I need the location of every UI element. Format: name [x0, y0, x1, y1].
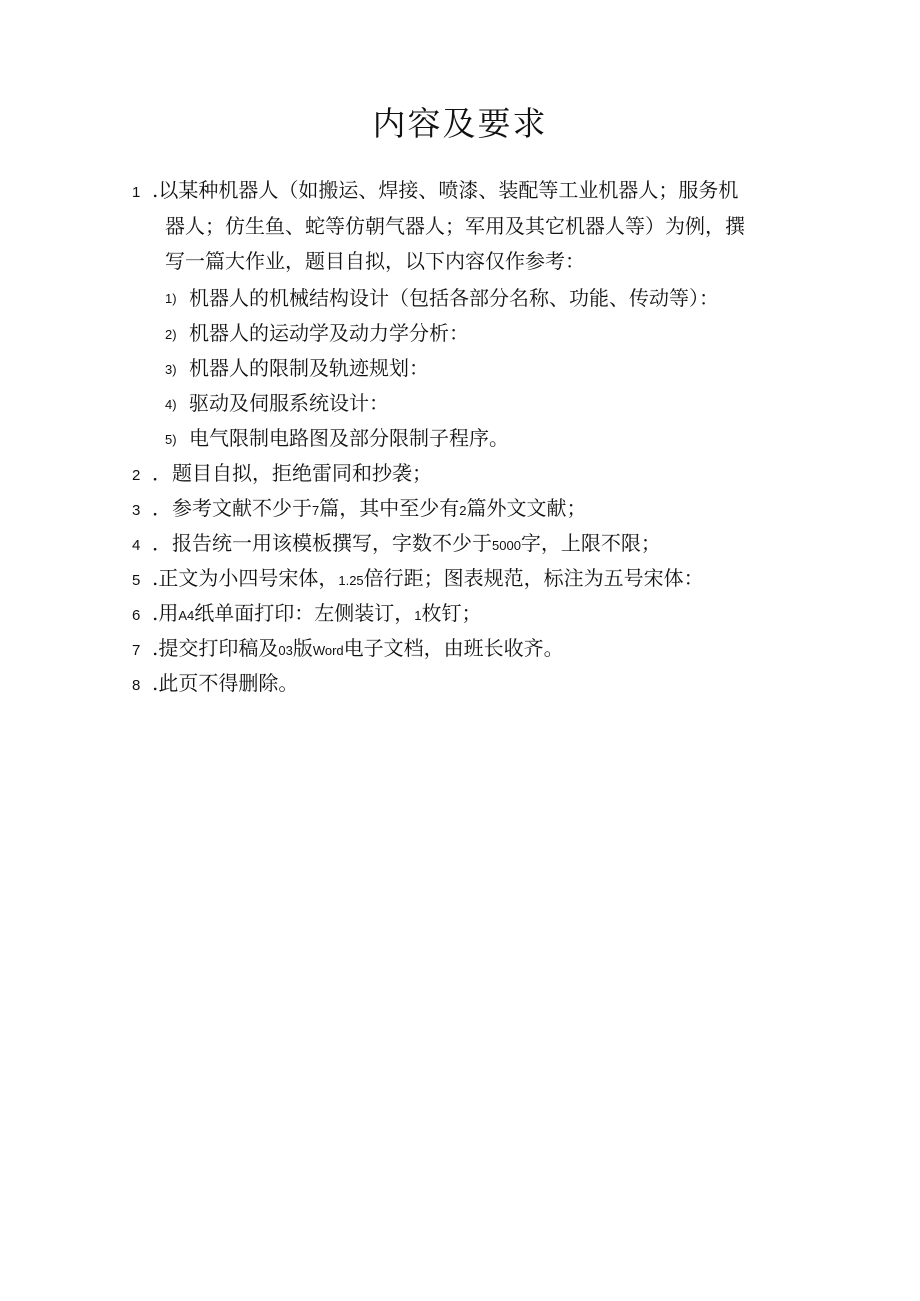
text-number: 1.25	[338, 573, 364, 588]
text-segment: 版	[292, 636, 313, 660]
item-number: 2	[132, 467, 141, 484]
text-segment: .用	[152, 601, 179, 625]
item-number: 5	[132, 572, 141, 589]
text-segment: .正文为小四号宋体，	[152, 566, 339, 590]
text-segment: 电子文档，由班长收齐。	[343, 636, 564, 660]
text-number: 7	[312, 503, 320, 518]
page-title: 内容及要求	[372, 104, 548, 143]
item-1-line-2: 器人；仿生鱼、蛇等仿朝气器人；军用及其它机器人等）为例，撰	[165, 214, 745, 238]
item-number: 1	[132, 184, 141, 201]
item-number: 3	[132, 502, 141, 519]
item-text	[152, 565, 704, 594]
text-segment: 纸单面打印：左侧装订，	[194, 601, 415, 625]
text-segment: 枚钉；	[421, 601, 482, 625]
text-segment: 篇，其中至少有	[319, 496, 460, 520]
item-text	[152, 495, 586, 524]
subitem-text: 机器人的运动学及动力学分析：	[189, 321, 469, 345]
subitem-number: 5)	[165, 432, 177, 447]
item-number: 4	[132, 537, 141, 554]
item-text	[152, 600, 482, 629]
subitem-text: 机器人的机械结构设计（包括各部分名称、功能、传动等）：	[189, 286, 719, 310]
subitem-number: 2)	[165, 327, 177, 342]
item-1-line-3: 写一篇大作业，题目自拟，以下内容仅作参考：	[165, 249, 585, 273]
text-number: A4	[178, 608, 195, 623]
item-number: 6	[132, 607, 141, 624]
subitem-text: 驱动及伺服系统设计：	[189, 391, 389, 415]
text-segment: .提交打印稿及	[152, 636, 279, 660]
text-segment: ．报告统一用该模板撰写，字数不少于	[152, 531, 492, 555]
subitem-number: 4)	[165, 397, 177, 412]
text-number: 03	[278, 643, 293, 658]
item-number: 7	[132, 642, 141, 659]
item-text	[152, 530, 661, 559]
item-text: ．题目自拟，拒绝雷同和抄袭；	[152, 461, 432, 485]
text-number: 1	[414, 608, 422, 623]
item-1-line-1: .以某种机器人（如搬运、焊接、喷漆、装配等工业机器人；服务机	[152, 178, 739, 202]
item-text	[152, 635, 564, 664]
text-number: 2	[459, 503, 467, 518]
item-number: 8	[132, 677, 141, 694]
item-text: .此页不得删除。	[152, 671, 299, 695]
text-segment: 倍行距；图表规范，标注为五号宋体：	[363, 566, 704, 590]
text-number: Word	[312, 643, 344, 658]
subitem-number: 3)	[165, 362, 177, 377]
subitem-text: 电气限制电路图及部分限制子程序。	[189, 426, 509, 450]
text-segment: 篇外文文献；	[466, 496, 587, 520]
subitem-number: 1)	[165, 291, 177, 306]
text-segment: ．参考文献不少于	[152, 496, 312, 520]
text-segment: 字，上限不限；	[520, 531, 661, 555]
text-number: 5000	[492, 538, 521, 553]
subitem-text: 机器人的限制及轨迹规划：	[189, 356, 429, 380]
